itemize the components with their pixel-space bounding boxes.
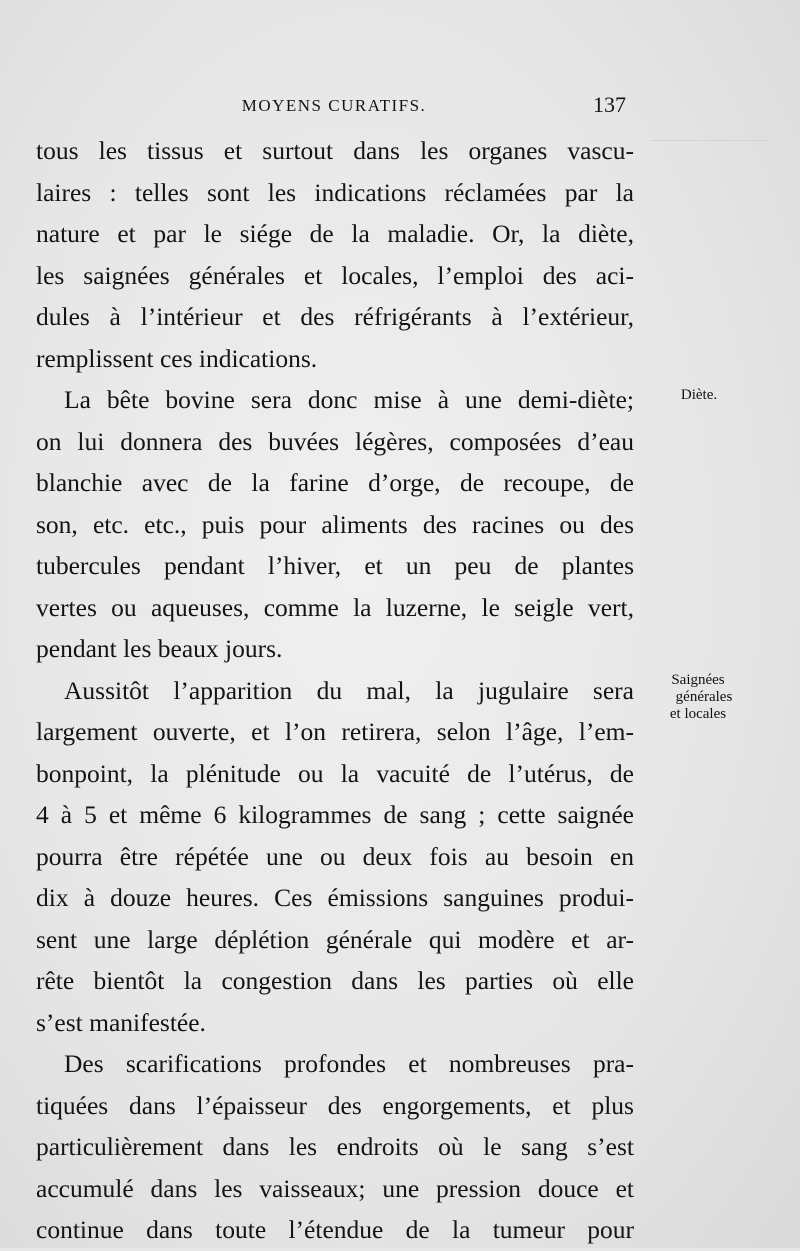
running-title: MOYENS CURATIFS. xyxy=(241,96,427,115)
text-line: laires : telles sont les indications réclamées par la xyxy=(36,177,634,207)
margin-note-saignees-line2: générales xyxy=(675,689,733,705)
text-line: Des scarifications profondes et nombreuses pra- xyxy=(64,1049,634,1078)
margin-note-diete-text: Diète. xyxy=(680,387,718,403)
margin-note-saignees xyxy=(656,672,740,723)
show-through-marks xyxy=(650,140,770,231)
text-line: s’est manifestée. xyxy=(36,1007,206,1037)
text-line: bonpoint, la plénitude ou la vacuité de l’utérus, de xyxy=(36,758,634,788)
text-line: on lui donnera des buvées légères, composées d’eau xyxy=(36,426,634,456)
text-line: dules à l’intérieur et des réfrigérants à l’extérieur, xyxy=(36,302,634,331)
text-line: son, etc. etc., puis pour aliments des racines ou des xyxy=(36,509,634,539)
text-line: remplissent ces indications. xyxy=(36,343,318,373)
text-line: tiquées dans l’épaisseur des engorgements, et plus xyxy=(36,1090,634,1120)
text-line: vertes ou aqueuses, comme la luzerne, le seigle vert, xyxy=(36,592,634,622)
margin-note-saignees-line1: Saignées xyxy=(671,672,725,688)
text-line: continue dans toute l’étendue de la tumeur pour xyxy=(36,1215,634,1244)
text-line: largement ouverte, et l’on retirera, selon l’âge, l’em- xyxy=(36,717,634,746)
margin-note-saignees-line3: et locales xyxy=(669,706,727,722)
page-header xyxy=(38,92,630,122)
text-line: Aussitôt l’apparition du mal, la jugulaire sera xyxy=(64,675,634,705)
text-line: pendant les beaux jours. xyxy=(36,634,283,663)
text-line: rête bientôt la congestion dans les parties où elle xyxy=(36,966,634,995)
text-line: nature et par le siége de la maladie. Or, la diète, xyxy=(36,219,634,248)
body-text xyxy=(36,130,634,1251)
text-line: tubercules pendant l’hiver, et un peu de plantes xyxy=(36,551,634,580)
text-line: les saignées générales et locales, l’emploi des aci- xyxy=(36,260,634,290)
text-line: blanchie avec de la farine d’orge, de recoupe, de xyxy=(36,468,634,497)
text-line: pourra être répétée une ou deux fois au besoin en xyxy=(36,841,634,871)
text-line: dix à douze heures. Ces émissions sanguines produi- xyxy=(36,883,634,912)
text-line: tous les tissus et surtout dans les organes vascu- xyxy=(36,136,634,165)
page-number: 137 xyxy=(593,92,626,117)
text-line: sent une large déplétion générale qui modère et ar- xyxy=(36,924,634,954)
text-line: 4 à 5 et même 6 kilogrammes de sang ; cette saignée xyxy=(36,800,634,829)
text-line: La bête bovine sera donc mise à une demi-diète; xyxy=(64,385,634,414)
margin-note-diete xyxy=(662,387,736,404)
text-line: accumulé dans les vaisseaux; une pression douce et xyxy=(36,1173,634,1203)
text-line: particulièrement dans les endroits où le sang s’est xyxy=(36,1132,634,1161)
